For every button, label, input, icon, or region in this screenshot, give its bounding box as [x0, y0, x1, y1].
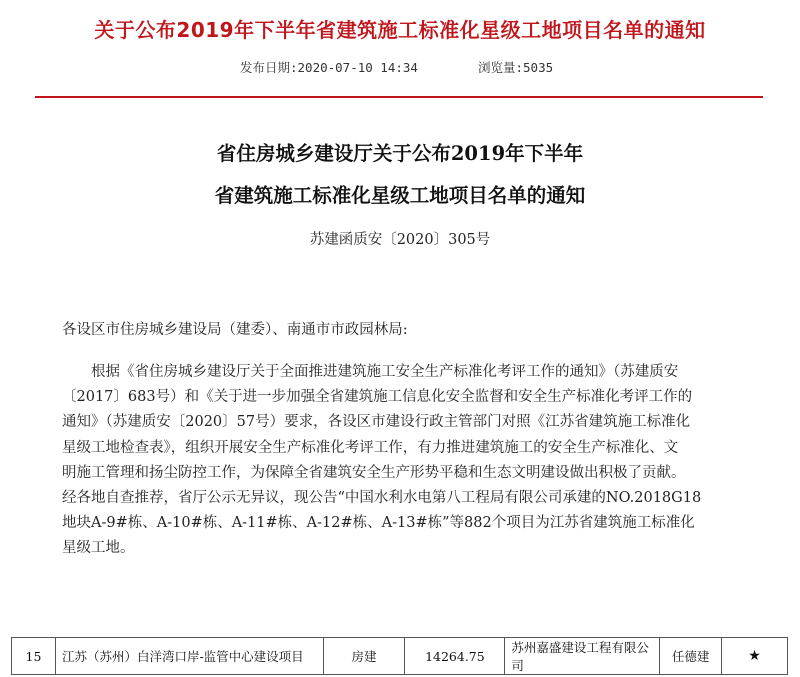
table-row [12, 638, 788, 675]
body-line: 明施工管理和扬尘防控工作，为保障全省建筑安全生产形势平稳和生态文明建设做出积极了贡献。 [62, 464, 686, 481]
view-count: 浏览量:5035 [478, 60, 554, 75]
body-line: 星级工地检查表》，组织开展安全生产标准化考评工作，有力推进建筑施工的安全生产标准化、文 [62, 439, 679, 456]
body-line: 〔2017〕683号）和《关于进一步加强全省建筑施工信息化安全监督和安全生产标准化考评工作的 [62, 389, 693, 406]
body-line: 根据《省住房城乡建设厅关于全面推进建筑施工安全生产标准化考评工作的通知》（苏建质安 [91, 364, 679, 380]
document-body [62, 360, 752, 562]
row-index: 15 [12, 638, 56, 675]
body-line: 地块A-9#栋、A-10#栋、A-11#栋、A-12#栋、A-13#栋”等882个项目为江苏省建筑施工标准化 [62, 515, 695, 532]
project-name: 江苏（苏州）白洋湾口岸-监管中心建设项目 [55, 638, 323, 675]
body-line: 经各地自查推荐，省厅公示无异议，现公告“中国水利水电第八工程局有限公司承建的NO.2018G18 [62, 490, 702, 507]
body-line: 通知》（苏建质安〔2020〕57号）要求，各设区市建设行政主管部门对照《江苏省建筑施工标准化 [62, 414, 691, 431]
body-line: 星级工地。 [62, 540, 135, 557]
project-area: 14264.75 [405, 638, 505, 675]
star-rating: ★ [722, 638, 788, 675]
project-table [11, 637, 788, 675]
project-manager: 任德建 [660, 638, 722, 675]
page-title: 关于公布2019年下半年省建筑施工标准化星级工地项目名单的通知 [94, 18, 706, 42]
title-divider [35, 96, 763, 98]
project-category: 房建 [323, 638, 405, 675]
document-title-line-1: 省住房城乡建设厅关于公布2019年下半年 [216, 142, 584, 165]
contractor-company: 苏州嘉盛建设工程有限公司 [505, 638, 660, 675]
document-number: 苏建函质安〔2020〕305号 [309, 232, 491, 248]
document-title-line-2: 省建筑施工标准化星级工地项目名单的通知 [214, 184, 586, 207]
salutation: 各设区市住房城乡建设局（建委）、南通市市政园林局: [62, 322, 408, 338]
publish-date: 发布日期:2020-07-10 14:34 [240, 60, 418, 75]
